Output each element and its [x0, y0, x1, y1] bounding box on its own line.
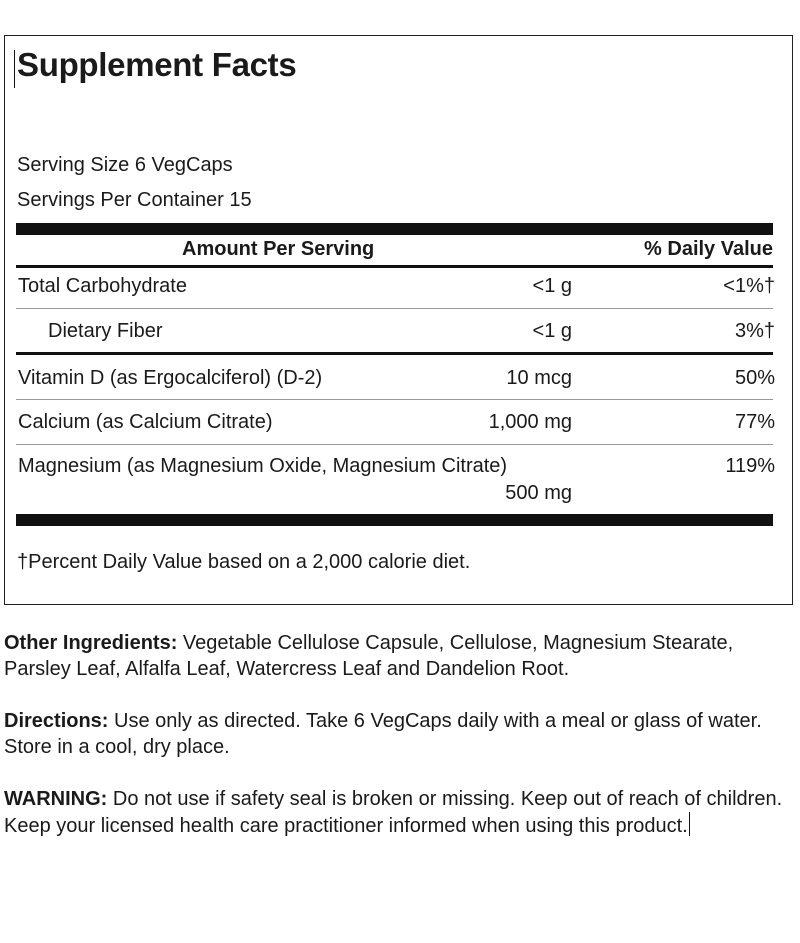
nutrient-amount: 10 mcg: [506, 367, 572, 389]
nutrient-name: Magnesium (as Magnesium Oxide, Magnesium Citrate): [18, 455, 508, 477]
nutrient-name: Vitamin D (as Ergocalciferol) (D-2): [18, 367, 323, 389]
thick-divider-top: [16, 223, 773, 235]
panel-title: Supplement Facts: [17, 46, 297, 83]
other-ingredients-label: Other Ingredients:: [4, 632, 178, 654]
daily-value-header: % Daily Value: [644, 238, 773, 260]
amount-per-serving-header: Amount Per Serving: [182, 238, 375, 260]
warning-label: WARNING:: [4, 788, 108, 810]
nutrient-name: Total Carbohydrate: [18, 275, 187, 297]
nutrient-amount: <1 g: [532, 275, 572, 297]
nutrient-name: Calcium (as Calcium Citrate): [18, 411, 273, 433]
text-cursor: [14, 50, 15, 88]
section-divider: [16, 352, 773, 355]
nutrient-amount: <1 g: [532, 320, 572, 342]
servings-per-container: Servings Per Container 15: [17, 189, 252, 211]
directions-text: Use only as directed. Take 6 VegCaps daily with a meal or glass of water. Store in a cool, dry place.: [4, 710, 762, 758]
row-divider: [16, 444, 773, 445]
warning: [4, 786, 794, 839]
nutrient-name: Dietary Fiber: [48, 320, 163, 342]
nutrient-daily-value: 119%: [725, 455, 775, 477]
nutrient-amount: 1,000 mg: [488, 411, 572, 433]
thick-divider-bottom: [16, 514, 773, 526]
other-ingredients: [4, 630, 794, 682]
directions: [4, 708, 794, 760]
nutrient-amount: 500 mg: [505, 482, 572, 504]
daily-value-footnote: †Percent Daily Value based on a 2,000 calorie diet.: [17, 551, 471, 573]
other-ingredients-text: Vegetable Cellulose Capsule, Cellulose, Magnesium Stearate, Parsley Leaf, Alfalfa Leaf, Watercress Leaf and Dandelion Root.: [4, 632, 734, 680]
row-divider: [16, 308, 773, 309]
header-divider: [16, 265, 773, 268]
table-header: [16, 235, 773, 265]
directions-label: Directions:: [4, 710, 109, 732]
nutrient-daily-value: 50%: [734, 367, 775, 389]
text-caret: [689, 812, 690, 836]
nutrient-daily-value: <1%†: [723, 275, 775, 297]
nutrient-daily-value: 77%: [734, 411, 775, 433]
nutrient-daily-value: 3%†: [734, 320, 775, 342]
row-divider: [16, 399, 773, 400]
warning-text: Do not use if safety seal is broken or missing. Keep out of reach of children. Keep your licensed health care practitioner informed when using this product.: [4, 788, 783, 837]
serving-size: Serving Size 6 VegCaps: [17, 154, 233, 176]
